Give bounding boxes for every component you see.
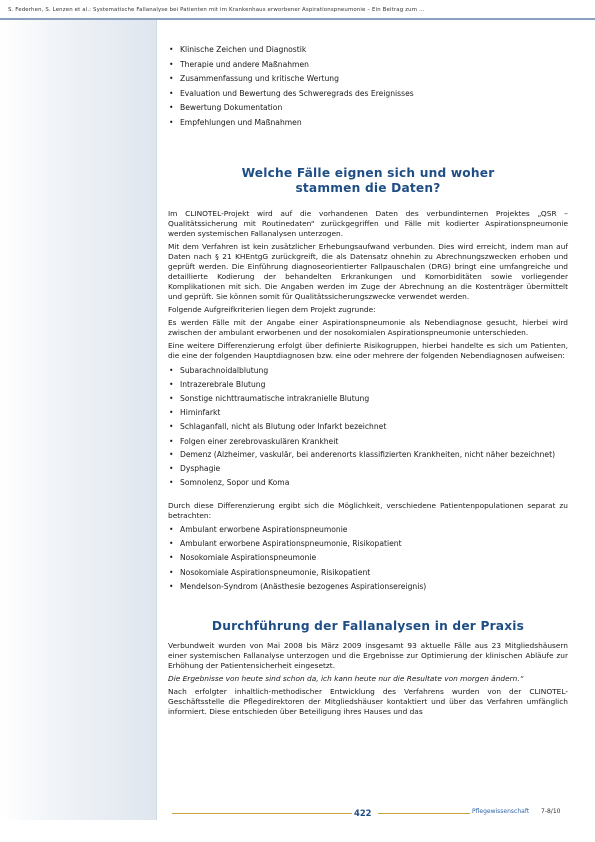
- list-item: • Empfehlungen und Maßnahmen: [168, 117, 568, 128]
- list-item: • Hirninfarkt: [168, 407, 568, 418]
- intro-list: [168, 44, 568, 128]
- list-item: • Evaluation und Bewertung des Schweregrads des Ereignisses: [168, 88, 568, 99]
- list-item: • Folgen einer zerebrovaskulären Krankheit: [168, 436, 568, 447]
- list-item: • Zusammenfassung und kritische Wertung: [168, 73, 568, 84]
- list-item: • Intrazerebrale Blutung: [168, 379, 568, 390]
- list-item: • Sonstige nichttraumatische intrakranielle Blutung: [168, 393, 568, 404]
- list-item: • Demenz (Alzheimer, vaskulär, bei anderenorts klassifizierten Krankheiten, nicht näher bezeichnet): [168, 450, 568, 460]
- heading-line-1: Welche Fälle eignen sich und woher: [241, 165, 495, 180]
- paragraph: Es werden Fälle mit der Angabe einer Aspirationspneumonie als Nebendiagnose gesucht, hierbei wird zwischen der ambulant erworbenen und der nosokomialen Aspirationspneumonie unterschieden.: [168, 318, 568, 338]
- margin-sidebar: [0, 20, 156, 820]
- journal-issue: 7-8/10: [541, 808, 561, 815]
- section-heading-data-sources: [168, 166, 568, 196]
- list-item: • Subarachnoidalblutung: [168, 365, 568, 376]
- section-heading-practice: Durchführung der Fallanalysen in der Praxis: [211, 618, 525, 633]
- heading-line-2: stammen die Daten?: [295, 180, 441, 195]
- spacer: [168, 491, 568, 501]
- footer-rule-left: [172, 813, 352, 814]
- list-item: • Somnolenz, Sopor und Koma: [168, 477, 568, 488]
- paragraph: Verbundweit wurden von Mai 2008 bis März 2009 insgesamt 93 aktuelle Fälle aus 23 Mitgliedshäusern einer systemischen Fallanalyse unterzogen und die Ergebnisse zur Optimierung der klinischen Abläufe zur Erhöhung der Patientensicherheit eingesetzt.: [168, 640, 568, 670]
- article-body: [168, 44, 568, 720]
- list-item: • Ambulant erworbene Aspirationspneumonie, Risikopatient: [168, 538, 568, 549]
- paragraph: Mit dem Verfahren ist kein zusätzlicher Erhebungsaufwand verbunden. Dies wird erreicht, indem man auf Daten nach § 21 KHEntgG zurückgreift, die als Datensatz ohnehin zu Abrechnungszwecken erhoben und geprüft werden. Die Einführung diagnoseorientierter Fallpauschalen (DRG) bringt eine umfangreiche und detaillierte Kodierung der behandelten Erkrankungen und Komorbiditäten sowie vorliegender Komplikationen mit sich. Die Angaben werden im Zuge der Abrechnung an die Kostenträger übermittelt und geprüft. Sie können somit für Qualitätssicherungszwecke verwendet werden.: [168, 242, 568, 301]
- paragraph: Im CLINOTEL-Projekt wird auf die vorhandenen Daten des verbundinternen Projektes „QSR – Qualitätssicherung mit Routinedaten“ zurückgegriffen und Fälle mit kodierter Aspirationspneumonie werden systemischen Fallanalysen unterzogen.: [168, 208, 568, 238]
- list-item: • Mendelson-Syndrom (Anästhesie bezogenes Aspirationsereignis): [168, 581, 568, 592]
- sidebar-edge: [156, 20, 157, 820]
- list-item: • Bewertung Dokumentation: [168, 102, 568, 113]
- list-item: • Klinische Zeichen und Diagnostik: [168, 44, 568, 55]
- quote: Die Ergebnisse von heute sind schon da, ich kann heute nur die Resultate von morgen ändern.“: [168, 673, 524, 683]
- list-item: • Schlaganfall, nicht als Blutung oder Infarkt bezeichnet: [168, 421, 568, 432]
- running-header: S. Federhen, S. Lenzen et al.: Systematische Fallanalyse bei Patienten mit im Krankenhaus erworbener Aspirationspneumonie – Ein Beitrag zum ...: [8, 7, 425, 13]
- list-item: • Dysphagie: [168, 463, 568, 474]
- list-item: • Nosokomiale Aspirationspneumonie, Risikopatient: [168, 567, 568, 578]
- footer-rule-right: [378, 813, 470, 814]
- paragraph: Folgende Aufgreifkriterien liegen dem Projekt zugrunde:: [168, 304, 376, 314]
- list-item: • Nosokomiale Aspirationspneumonie: [168, 552, 568, 563]
- journal-name: Pflegewissenschaft: [472, 808, 530, 815]
- paragraph: Nach erfolgter inhaltlich-methodischer Entwicklung des Verfahrens wurden von der CLINOTEL-Geschäftsstelle die Pflegedirektoren der Mitgliedshäuser kontaktiert und über das Verfahren umfänglich informiert. Diese entschieden über Beteiligung ihres Hauses und das: [168, 687, 568, 717]
- paragraph: Durch diese Differenzierung ergibt sich die Möglichkeit, verschiedene Patientenpopulationen separat zu betrachten:: [168, 500, 568, 520]
- diagnosis-list: [168, 365, 568, 488]
- population-list: [168, 524, 568, 592]
- page-number: 422: [354, 808, 372, 818]
- list-item: • Therapie und andere Maßnahmen: [168, 59, 568, 70]
- paragraph: Eine weitere Differenzierung erfolgt über definierte Risikogruppen, hierbei handelte es sich um Patienten, die eine der folgenden Hauptdiagnosen bzw. eine oder mehrere der folgenden Nebendiagnosen aufweisen:: [168, 341, 568, 361]
- list-item: • Ambulant erworbene Aspirationspneumonie: [168, 524, 568, 535]
